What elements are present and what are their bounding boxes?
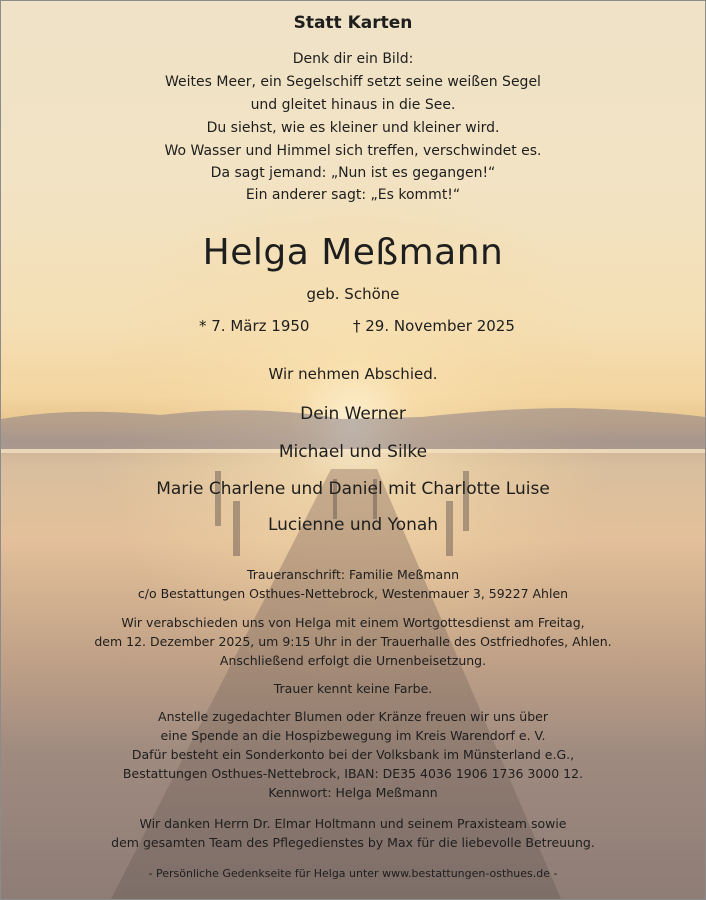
family-member: Marie Charlene und Daniel mit Charlotte Luise (156, 479, 550, 499)
donation-line: Bestattungen Osthues-Nettebrock, IBAN: DE35 4036 1906 1736 3000 12. (122, 766, 584, 781)
memorial-page-note: - Persönliche Gedenkseite für Helga unter www.bestattungen-osthues.de - (148, 867, 558, 880)
death-date: † 29. November 2025 (353, 317, 515, 335)
donation-line: Anstelle zugedachter Blumen oder Kränze freuen wir uns über (158, 709, 548, 724)
address-line: Traueranschrift: Familie Meßmann (246, 567, 460, 582)
donation-line: Dafür besteht ein Sonderkonto bei der Volksbank im Münsterland e.G., (131, 747, 575, 762)
service-line: dem 12. Dezember 2025, um 9:15 Uhr in der Trauerhalle des Ostfriedhofes, Ahlen. (94, 634, 612, 649)
family-member: Dein Werner (300, 404, 406, 424)
birth-date: * 7. März 1950 (199, 317, 310, 335)
family-member: Lucienne und Yonah (267, 515, 439, 535)
family-member: Michael und Silke (278, 442, 428, 462)
birth-name: geb. Schöne (306, 285, 400, 303)
poem-line: Da sagt jemand: „Nun ist es gegangen!“ (210, 165, 496, 181)
poem-line: Denk dir ein Bild: (292, 51, 414, 67)
poem-line: Wo Wasser und Himmel sich treffen, verschwindet es. (164, 143, 542, 159)
address-line: c/o Bestattungen Osthues-Nettebrock, Westenmauer 3, 59227 Ahlen (137, 586, 569, 601)
service-line: Wir verabschieden uns von Helga mit einem Wortgottesdienst am Freitag, (121, 615, 585, 630)
mourning-note: Trauer kennt keine Farbe. (273, 681, 433, 696)
service-line: Anschließend erfolgt die Urnenbeisetzung. (219, 653, 487, 668)
donation-line: Kennwort: Helga Meßmann (268, 785, 438, 800)
poem-line: Weites Meer, ein Segelschiff setzt seine weißen Segel (165, 74, 541, 90)
thanks-line: dem gesamten Team des Pflegedienstes by Max für die liebevolle Betreuung. (111, 835, 595, 850)
donation-line: eine Spende an die Hospizbewegung im Kreis Warendorf e. V. (160, 728, 546, 743)
thanks-line: Wir danken Herrn Dr. Elmar Holtmann und seinem Praxisteam sowie (139, 816, 567, 831)
poem-line: und gleitet hinaus in die See. (250, 97, 456, 113)
poem-line: Du siehst, wie es kleiner und kleiner wird. (206, 120, 500, 136)
deceased-name: Helga Meßmann (202, 232, 504, 273)
farewell-text: Wir nehmen Abschied. (268, 365, 438, 383)
heading: Statt Karten (293, 13, 413, 33)
poem-line: Ein anderer sagt: „Es kommt!“ (245, 187, 461, 203)
